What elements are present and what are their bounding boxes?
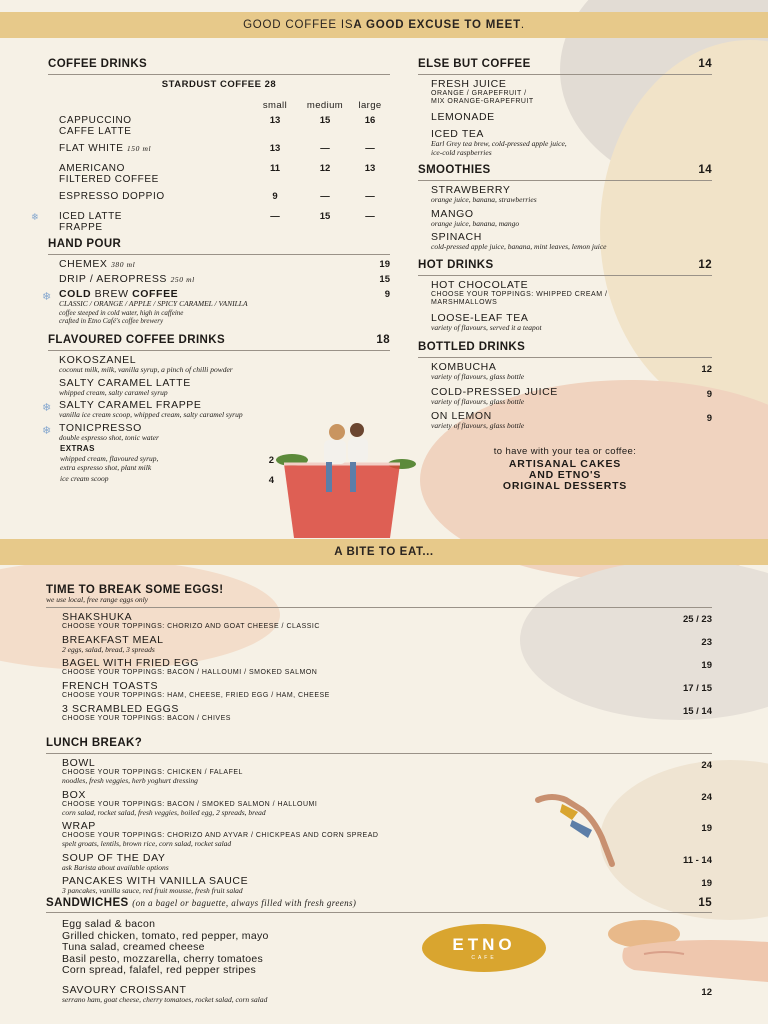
coffee-name — [59, 115, 250, 137]
coffee-price-large: — — [365, 191, 375, 202]
coffee-price-small: — — [270, 211, 280, 222]
coffee-name-text: CAPPUCCINO CAFFE LATTE — [59, 115, 132, 137]
extra-item — [60, 475, 274, 486]
item-options: CHOOSE YOUR TOPPINGS: BACON / SMOKED SALMON / HALLOUMI — [62, 800, 318, 808]
item-name: KOKOSZANEL — [59, 354, 137, 366]
hand-pour-title: HAND POUR — [48, 238, 390, 255]
menu-item — [431, 232, 712, 252]
item-options: CHOOSE YOUR TOPPINGS: CHORIZO AND AYVAR / CHICKPEAS AND CORN SPREAD — [62, 832, 379, 839]
item-price: 19 — [701, 878, 712, 889]
drip-name: DRIP / AEROPRESS — [59, 273, 168, 285]
coffee-name — [59, 191, 250, 202]
menu-item — [62, 612, 712, 631]
coffee-price-small: 11 — [269, 163, 281, 174]
hot-drinks-section — [418, 259, 712, 339]
logo-text: ETNO — [452, 935, 516, 954]
item-name: LEMONADE — [431, 111, 495, 123]
banner-text-1: GOOD COFFEE IS — [243, 19, 354, 31]
coffee-name — [59, 163, 250, 185]
coffee-price-medium: 15 — [319, 115, 331, 126]
item-price: 19 — [701, 823, 712, 834]
menu-item — [62, 704, 712, 723]
sandwiches-note: (on a bagel or baguette, always filled with fresh greens) — [132, 898, 357, 908]
item-options: CHOOSE YOUR TOPPINGS: CHORIZO AND GOAT CHEESE / CLASSIC — [62, 622, 320, 630]
menu-item — [59, 355, 390, 375]
sandwich-item: Corn spread, falafel, red pepper stripes — [62, 964, 257, 976]
menu-item — [431, 313, 712, 333]
menu-item — [431, 280, 712, 307]
sandwich-item: Basil pesto, mozzarella, cherry tomatoes — [62, 952, 264, 965]
menu-item — [431, 185, 712, 205]
chemex-name: CHEMEX — [59, 258, 108, 270]
eggs-title: TIME TO BREAK SOME EGGS! — [46, 584, 224, 596]
item-price: 9 — [706, 413, 712, 424]
coffee-price-large: — — [365, 211, 375, 222]
item-name: ICED TEA — [431, 128, 485, 140]
snowflake-icon: ❄ — [42, 424, 52, 437]
hot-title: HOT DRINKS 12 — [418, 259, 712, 276]
eggs-subtitle: we use local, free range eggs only — [46, 596, 712, 608]
snowflake-icon: ❄ — [31, 212, 39, 223]
item-name: BAGEL WITH FRIED EGG — [62, 657, 200, 669]
else-but-coffee-section — [418, 58, 712, 163]
size-headers — [48, 100, 390, 111]
item-price: 19 — [701, 660, 712, 671]
logo-subtext: CAFE — [471, 955, 497, 961]
item-name: BOWL — [62, 757, 96, 769]
item-price: 23 — [701, 636, 712, 648]
item-name: FRENCH TOASTS — [62, 680, 159, 692]
item-name: STRAWBERRY — [431, 184, 511, 196]
coffee-price-large: 13 — [364, 163, 376, 174]
banner-text-2: A GOOD EXCUSE TO MEET — [353, 19, 521, 31]
item-description: variety of flavours, glass bottle — [431, 372, 525, 381]
snowflake-icon: ❄ — [42, 402, 52, 414]
item-name: TONICPRESSO — [59, 421, 142, 434]
sandwiches-title-text: SANDWICHES — [46, 897, 129, 909]
coffee-price-small: 13 — [269, 143, 281, 154]
croissant-price: 12 — [701, 987, 712, 998]
menu-item — [62, 635, 712, 655]
banner-text-3: . — [520, 19, 525, 31]
coffee-drinks-section — [31, 58, 390, 239]
bottled-title: BOTTLED DRINKS — [418, 341, 712, 358]
else-title: ELSE BUT COFFEE 14 — [418, 58, 712, 75]
item-description: 3 pancakes, vanilla sauce, red fruit mousse, fresh fruit salad — [62, 886, 243, 895]
item-description: variety of flavours, glass bottle — [431, 421, 525, 430]
menu-item — [59, 274, 390, 285]
bite-banner-text: A BITE TO EAT... — [334, 546, 434, 558]
coffee-name-text: ESPRESSO DOPPIO — [59, 191, 165, 202]
item-name: SPINACH — [431, 231, 482, 243]
coffee-name-text: FLAT WHITE — [59, 143, 124, 154]
menu-item — [42, 399, 390, 420]
item-options: CHOOSE YOUR TOPPINGS: CHICKEN / FALAFEL — [62, 769, 243, 776]
menu-item — [42, 288, 390, 326]
croissant-name: SAVOURY CROISSANT — [62, 984, 187, 996]
item-description: 2 eggs, salad, bread, 3 spreads — [62, 644, 155, 654]
menu-item — [59, 259, 390, 270]
item-description: variety of flavours, served it a teapot — [431, 323, 542, 332]
cakes-intro: to have with your tea or coffee: — [493, 446, 637, 457]
item-name: PANCAKES WITH VANILLA SAUCE — [62, 875, 249, 887]
cold-brew-flavours: CLASSIC / ORANGE / APPLE / SPICY CARAMEL / VANILLA — [59, 299, 248, 308]
item-description: whipped cream, salty caramel syrup — [59, 387, 168, 397]
extra-item — [60, 455, 274, 472]
menu-item — [62, 658, 712, 677]
menu-item — [431, 387, 712, 407]
item-price: 11 - 14 — [682, 854, 712, 866]
brew-word: BREW — [91, 288, 133, 300]
item-name: SOUP OF THE DAY — [62, 851, 166, 864]
hot-price: 12 — [698, 259, 712, 271]
coffee-row — [59, 163, 390, 185]
smoothies-section — [418, 164, 712, 256]
item-description: cold-pressed apple juice, banana, mint leaves, lemon juice — [431, 242, 607, 251]
item-price: 17 / 15 — [682, 683, 712, 694]
extra-description: whipped cream, flavoured syrup, extra espresso shot, plant milk — [60, 454, 159, 472]
extra-description: ice cream scoop — [60, 474, 109, 483]
item-description: variety of flavours, glass bottle — [431, 396, 525, 406]
item-options: CHOOSE YOUR TOPPINGS: HAM, CHEESE, FRIED EGG / HAM, CHEESE — [62, 692, 330, 699]
extra-price: 2 — [268, 455, 274, 466]
extras-title: EXTRAS — [60, 444, 95, 453]
coffee-row — [31, 211, 390, 233]
item-name: SALTY CARAMEL FRAPPE — [59, 399, 202, 411]
item-options: ORANGE / GRAPEFRUIT / MIX ORANGE-GRAPEFRUIT — [431, 90, 534, 105]
size-medium: medium — [306, 100, 344, 111]
item-options: CHOOSE YOUR TOPPINGS: BACON / CHIVES — [62, 715, 231, 722]
item-price: 12 — [701, 364, 712, 375]
menu-item — [431, 209, 712, 229]
sandwiches-title — [46, 897, 712, 913]
item-name: ON LEMON — [431, 410, 492, 422]
croissant-description: serrano ham, goat cheese, cherry tomatoes, rocket salad, corn salad — [62, 995, 268, 1004]
hand-holding-bagel-illustration — [604, 912, 768, 988]
item-name: BREAKFAST MEAL — [62, 633, 164, 646]
menu-item — [431, 79, 712, 106]
item-name: WRAP — [62, 820, 96, 832]
drip-volume: 250 ml — [170, 275, 195, 284]
sandwich-item: Grilled chicken, tomato, red pepper, mayo — [62, 929, 269, 942]
hand-pour-section — [42, 238, 390, 326]
item-price: 24 — [701, 760, 712, 771]
stardust-coffee: STARDUST COFFEE 28 — [161, 79, 277, 90]
coffee-row — [59, 115, 390, 137]
item-description: corn salad, rocket salad, fresh veggies, boiled egg, 2 spreads, bread — [62, 807, 266, 817]
menu-item — [431, 362, 712, 382]
coffee-price-large: — — [365, 143, 375, 154]
coffee-row — [59, 191, 390, 202]
extras-block — [60, 444, 274, 489]
lunch-title: LUNCH BREAK? — [46, 737, 712, 754]
coffee-drinks-title: COFFEE DRINKS — [48, 58, 390, 75]
cakes-text: ARTISANAL CAKES AND ETNO'S ORIGINAL DESSERTS — [502, 458, 628, 492]
item-price: 25 / 23 — [682, 613, 712, 625]
menu-item — [62, 758, 712, 786]
cold-brew-price: 9 — [384, 289, 390, 300]
drip-price: 15 — [379, 274, 390, 285]
coffee-row — [59, 143, 390, 154]
cold-brew-description: coffee steeped in cold water, high in caffeine crafted in Etno Café's coffee brewery — [59, 308, 184, 325]
flavoured-price: 18 — [376, 334, 390, 346]
menu-item — [59, 378, 390, 398]
item-description: Earl Grey tea brew, cold-pressed apple juice, ice-cold raspberries — [431, 139, 567, 157]
coffee-word: COFFEE — [132, 288, 179, 300]
menu-item — [431, 129, 712, 157]
flavoured-title: FLAVOURED COFFEE DRINKS 18 — [48, 334, 390, 351]
smoothies-price: 14 — [698, 164, 712, 176]
extra-price: 4 — [268, 475, 274, 486]
cold-word: COLD — [59, 288, 92, 300]
diver-illustration — [532, 790, 622, 870]
item-description: coconut milk, milk, vanilla syrup, a pinch of chilli powder — [59, 365, 233, 374]
etno-cafe-logo — [422, 924, 546, 972]
item-description: noodles, fresh veggies, herb yoghurt dressing — [62, 776, 198, 785]
item-options: CHOOSE YOUR TOPPINGS: WHIPPED CREAM / MARSHMALLOWS — [431, 291, 608, 306]
item-name: FRESH JUICE — [431, 78, 507, 90]
item-description: spelt groats, lentils, brown rice, corn salad, rocket salad — [62, 839, 232, 848]
coffee-name-text: ICED LATTE FRAPPE — [59, 211, 123, 233]
item-description: orange juice, banana, strawberries — [431, 195, 537, 204]
size-large: large — [358, 100, 382, 111]
chemex-price: 19 — [379, 259, 390, 270]
item-name: LOOSE-LEAF TEA — [431, 312, 529, 324]
coffee-price-small: 9 — [272, 191, 278, 202]
snowflake-icon: ❄ — [42, 291, 52, 303]
coffee-price-medium: 15 — [319, 211, 331, 222]
coffee-price-small: 13 — [269, 115, 281, 126]
sandwich-item: Tuna salad, creamed cheese — [62, 941, 205, 953]
item-name: HOT CHOCOLATE — [431, 279, 529, 291]
item-name: KOMBUCHA — [431, 361, 497, 373]
item-name: COLD-PRESSED JUICE — [431, 385, 558, 398]
menu-item — [62, 876, 712, 896]
menu-item — [431, 411, 712, 431]
chemex-volume: 380 ml — [111, 260, 136, 269]
coffee-name — [59, 143, 250, 154]
item-name: SALTY CARAMEL LATTE — [59, 376, 191, 389]
smoothie-with-couple-illustration — [262, 420, 422, 538]
coffee-name — [59, 211, 250, 233]
item-description: orange juice, banana, mango — [431, 218, 520, 228]
coffee-name-text: AMERICANO FILTERED COFFEE — [59, 163, 159, 185]
else-price: 14 — [698, 58, 712, 70]
coffee-price-medium: 12 — [319, 163, 331, 174]
item-name: SHAKSHUKA — [62, 610, 133, 623]
item-price: 9 — [706, 388, 712, 400]
coffee-price-large: 16 — [364, 115, 376, 126]
item-name: BOX — [62, 788, 86, 801]
item-description: vanilla ice cream scoop, whipped cream, salty caramel syrup — [59, 410, 243, 419]
item-name: 3 SCRAMBLED EGGS — [62, 703, 179, 715]
bottled-drinks-section — [418, 341, 712, 436]
sandwiches-price: 15 — [698, 897, 712, 909]
item-options: CHOOSE YOUR TOPPINGS: BACON / HALLOUMI / SMOKED SALMON — [62, 669, 318, 676]
coffee-price-medium: — — [320, 191, 330, 202]
item-name: MANGO — [431, 207, 474, 220]
coffee-volume: 150 ml — [126, 144, 152, 153]
menu-item — [431, 112, 712, 123]
item-description: ask Barista about available options — [62, 862, 169, 872]
coffee-price-medium: — — [320, 143, 330, 154]
top-banner — [0, 12, 768, 38]
item-price: 15 / 14 — [682, 706, 712, 717]
eggs-section — [46, 584, 712, 727]
bite-banner — [0, 539, 768, 565]
sandwich-item: Egg salad & bacon — [62, 918, 156, 930]
item-description: double espresso shot, tonic water — [59, 432, 159, 442]
menu-item — [62, 681, 712, 700]
size-small: small — [262, 100, 288, 111]
smoothies-title: SMOOTHIES 14 — [418, 164, 712, 181]
item-price: 24 — [701, 791, 712, 803]
cakes-block — [418, 446, 712, 492]
